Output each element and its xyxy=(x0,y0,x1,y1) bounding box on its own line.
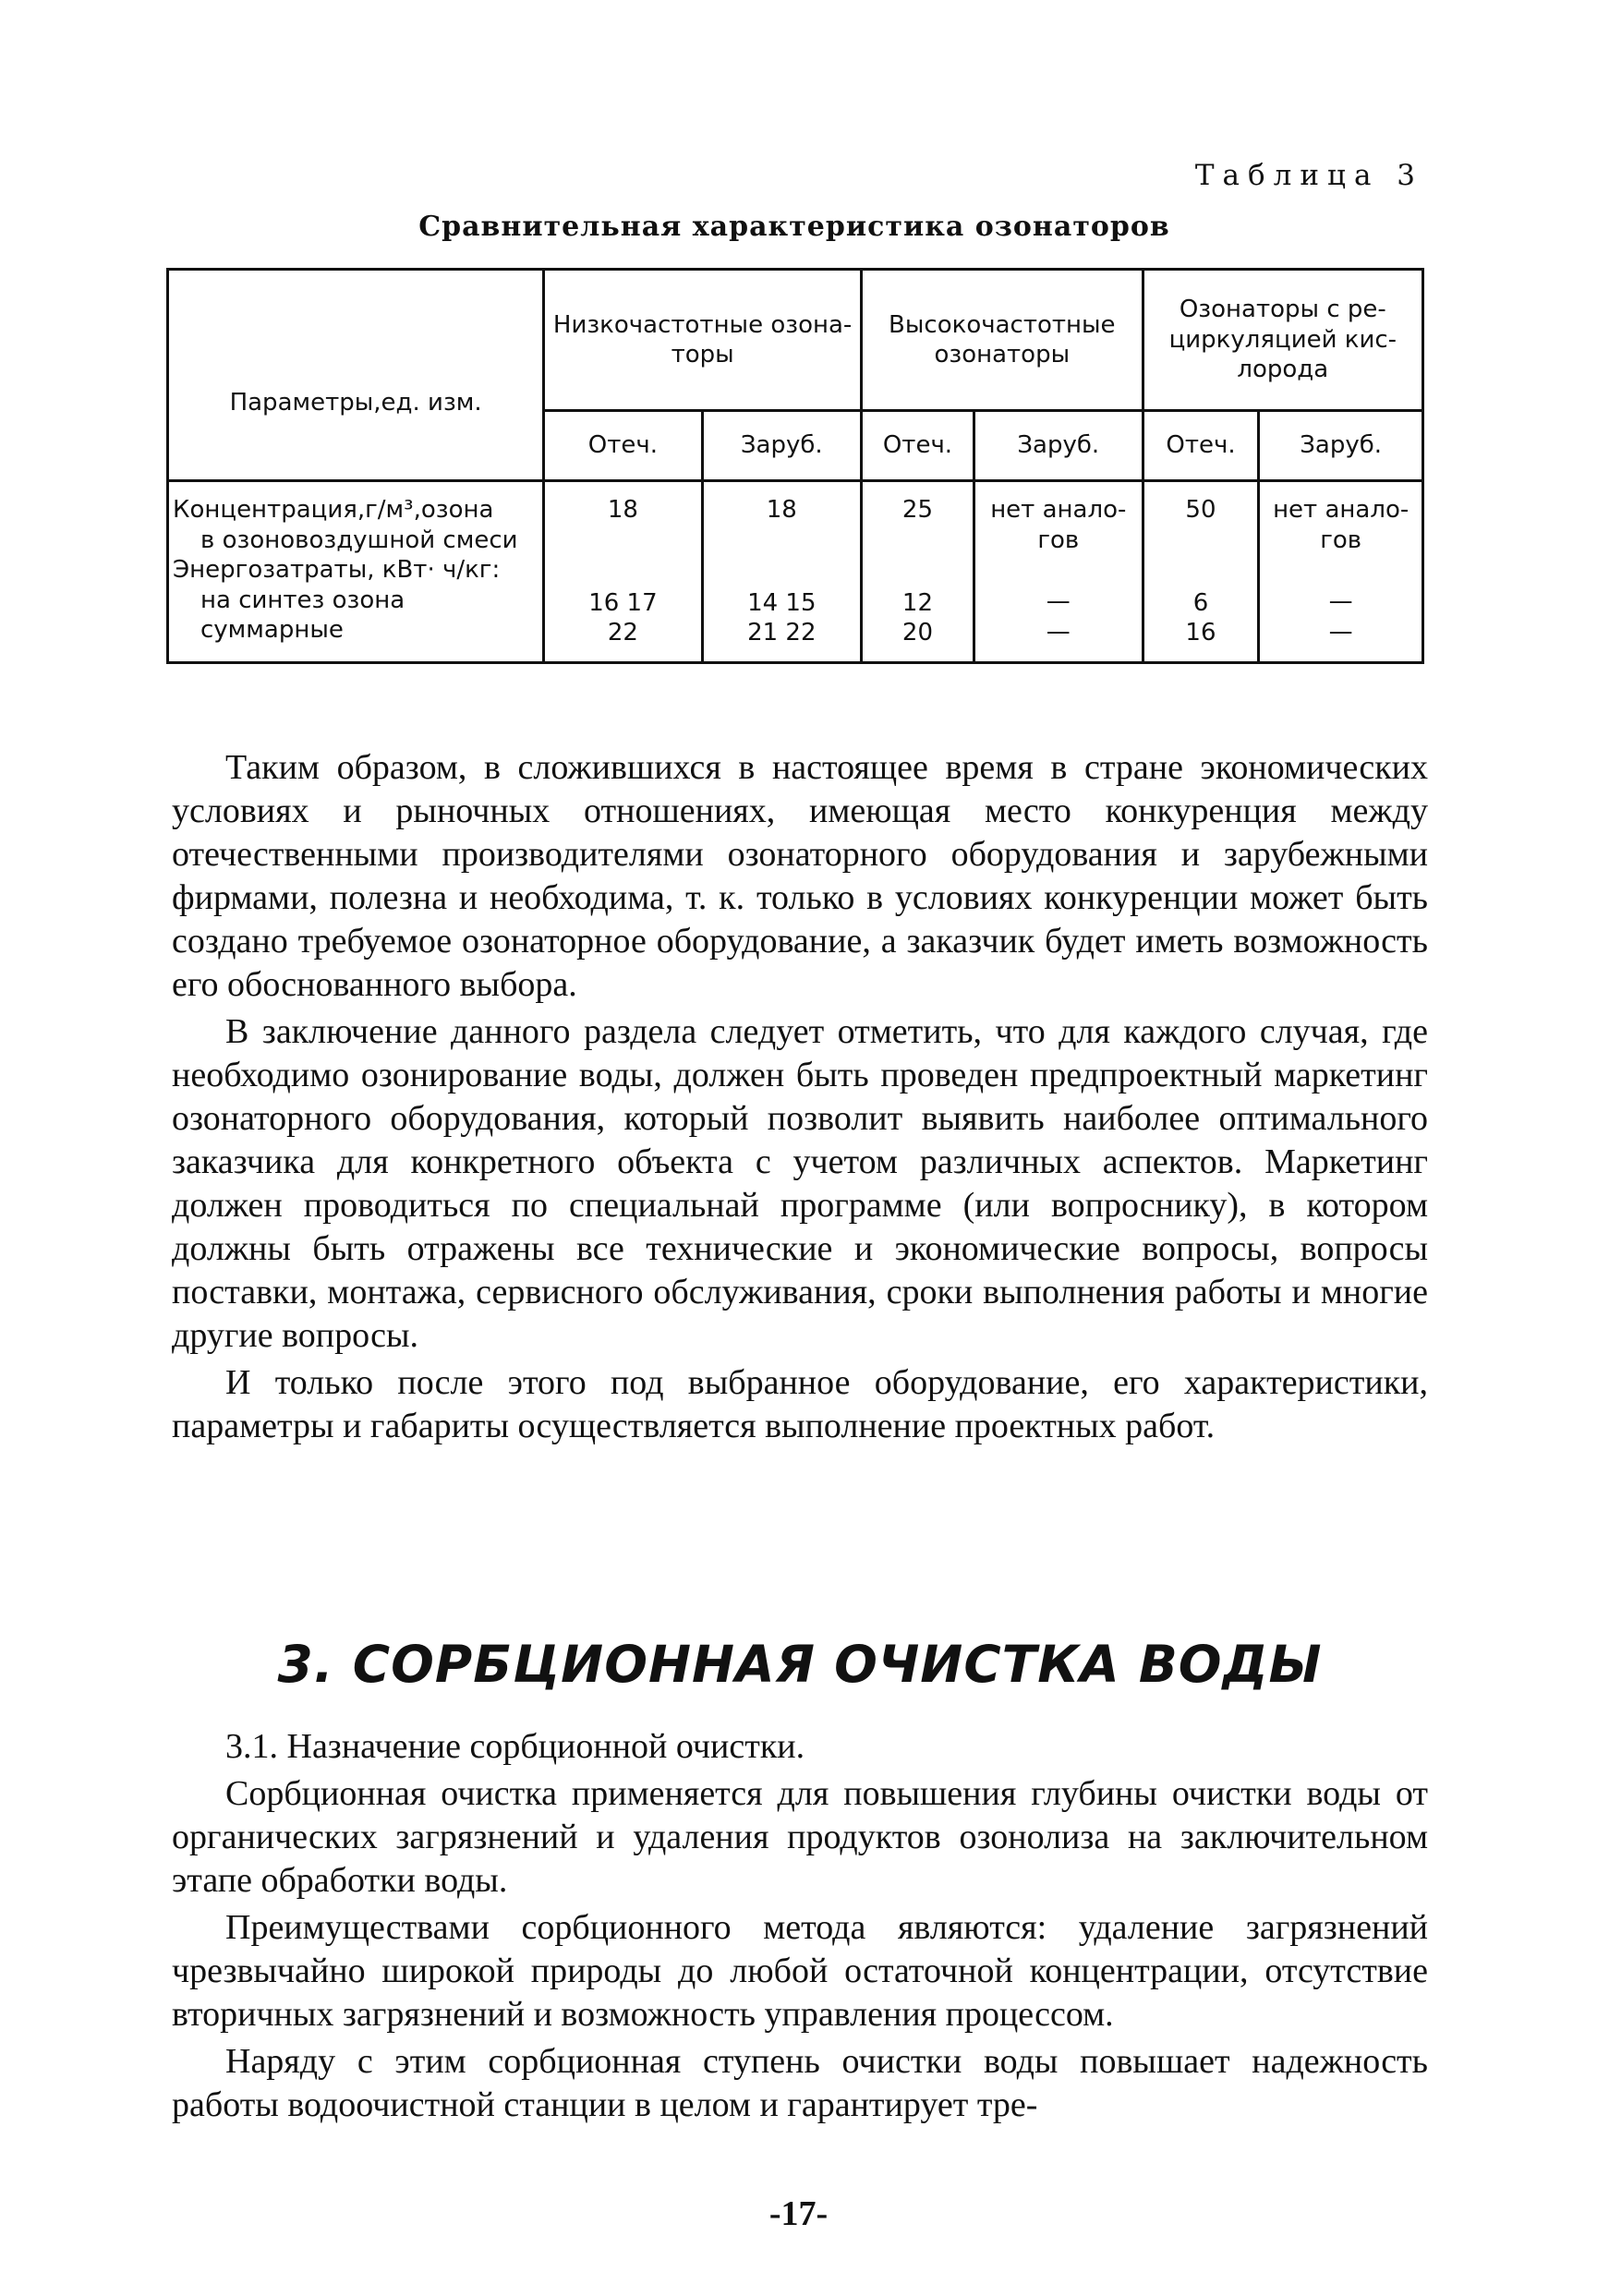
subheader-cell: Заруб. xyxy=(974,411,1143,481)
row-gap xyxy=(549,526,696,557)
value-concentration: 25 xyxy=(901,496,933,524)
row-gap xyxy=(979,555,1138,586)
value-concentration: 18 xyxy=(607,496,638,524)
value-cell-lf-domestic xyxy=(544,481,702,663)
body-text-bottom xyxy=(172,1725,1428,2127)
value-synthesis: 6 xyxy=(1192,588,1209,617)
param-energy-line: Энергозатраты, кВт· ч/кг: xyxy=(173,556,501,584)
value-cell-rc-foreign xyxy=(1259,481,1423,663)
value-total: 16 xyxy=(1185,619,1216,647)
value-total: 22 xyxy=(607,619,638,647)
paragraph: Сорбционная очистка применяется для повышения глубины очистки воды от органических загрязнений и удаления продуктов озонолиза на заключительном этапе обработки воды. xyxy=(172,1774,1428,1900)
table-caption: Сравнительная характеристика озонаторов xyxy=(418,211,1170,243)
row-gap xyxy=(708,526,856,557)
value-synthesis: 14 15 xyxy=(747,588,817,617)
value-total: 21 22 xyxy=(747,619,817,647)
table-header-row xyxy=(168,270,1423,411)
value-cell-hf-foreign xyxy=(974,481,1143,663)
subheader-cell: Отеч. xyxy=(1143,411,1259,481)
value-total: — xyxy=(1046,617,1071,646)
row-gap xyxy=(549,557,696,588)
param-header-cell: Параметры,ед. изм. xyxy=(168,270,544,481)
row-gap xyxy=(1264,555,1418,586)
value-concentration-line2: гов xyxy=(1320,526,1362,554)
paragraph: И только после этого под выбранное оборудование, его характеристики, параметры и габариты осуществляется выполнение проектных работ. xyxy=(172,1363,1428,1445)
subheader-cell: Отеч. xyxy=(861,411,974,481)
section-heading: 3. СОРБЦИОННАЯ ОЧИСТКА ВОДЫ xyxy=(277,1635,1323,1694)
table-label: Таблица 3 xyxy=(1194,159,1423,192)
value-cell-rc-domestic xyxy=(1143,481,1259,663)
value-concentration-line2: гов xyxy=(1037,526,1080,554)
value-synthesis: — xyxy=(1046,587,1071,615)
value-concentration: 18 xyxy=(766,496,797,524)
value-concentration-line1: нет анало- xyxy=(1273,496,1409,524)
group-header-low-frequency: Низкочастотные озона- торы xyxy=(544,270,862,411)
param-synthesis-line: на синтез озона xyxy=(200,586,405,614)
group-header-high-frequency: Высокочастотные озонаторы xyxy=(861,270,1143,411)
subheader-cell: Отеч. xyxy=(544,411,702,481)
row-gap xyxy=(866,557,969,588)
value-cell-lf-foreign xyxy=(702,481,861,663)
param-concentration-line2: в озоновоздушной смеси xyxy=(200,526,518,554)
value-synthesis: 16 17 xyxy=(588,588,658,617)
row-gap xyxy=(1148,526,1254,557)
ozonator-comparison-table xyxy=(166,268,1424,664)
value-concentration: 50 xyxy=(1185,496,1216,524)
param-concentration-line1: Концентрация,г/м³,озона xyxy=(173,496,494,524)
param-total-line: суммарные xyxy=(200,616,344,644)
value-synthesis: 12 xyxy=(901,588,933,617)
params-cell xyxy=(168,481,544,663)
subheader-cell: Заруб. xyxy=(1259,411,1423,481)
value-cell-hf-domestic xyxy=(861,481,974,663)
paragraph: Наряду с этим сорбционная ступень очистки воды повышает надежность работы водоочистной станции в целом и гарантирует тре- xyxy=(172,2042,1428,2124)
paragraph: Таким образом, в сложившихся в настоящее время в стране экономических условиях и рыночных отношениях, имеющая место конкуренция между отечественными производителями озонаторного оборудования и зарубежными фирмами, полезна и необходима, т. к. только в условиях конкуренции может быть создано требуемое озонаторное оборудование, а заказчик будет иметь возможность его обоснованного выбора. xyxy=(172,748,1428,1004)
row-gap xyxy=(708,557,856,588)
paragraph: В заключение данного раздела следует отметить, что для каждого случая, где необходимо озонирование воды, должен быть проведен предпроектный маркетинг озонаторного оборудования, который позволит выявить наиболее оптимального заказчика для конкретного объекта с учетом различных аспектов. Маркетинг должен проводиться по специальнай программе (или вопроснику), в котором должны быть отражены все технические и экономические вопросы, вопросы поставки, монтажа, сервисного обслуживания, сроки выполнения работы и многие другие вопросы. xyxy=(172,1012,1428,1355)
subheader-cell: Заруб. xyxy=(702,411,861,481)
row-gap xyxy=(1148,557,1254,588)
table-body-row xyxy=(168,481,1423,663)
subsection-heading: 3.1. Назначение сорбционной очистки. xyxy=(225,1727,805,1766)
row-gap xyxy=(866,526,969,557)
value-synthesis: — xyxy=(1328,587,1353,615)
group-header-recirculation: Озонаторы с ре- циркуляцией кис- лорода xyxy=(1143,270,1422,411)
page-number: -17- xyxy=(768,2194,829,2233)
body-text-top xyxy=(172,746,1428,1448)
value-concentration-line1: нет анало- xyxy=(990,496,1127,524)
value-total: — xyxy=(1328,617,1353,646)
paragraph: Преимуществами сорбционного метода являются: удаление загрязнений чрезвычайно широкой природы до любой остаточной концентрации, отсутствие вторичных загрязнений и возможность управления процессом. xyxy=(172,1908,1428,2034)
value-total: 20 xyxy=(901,619,933,647)
